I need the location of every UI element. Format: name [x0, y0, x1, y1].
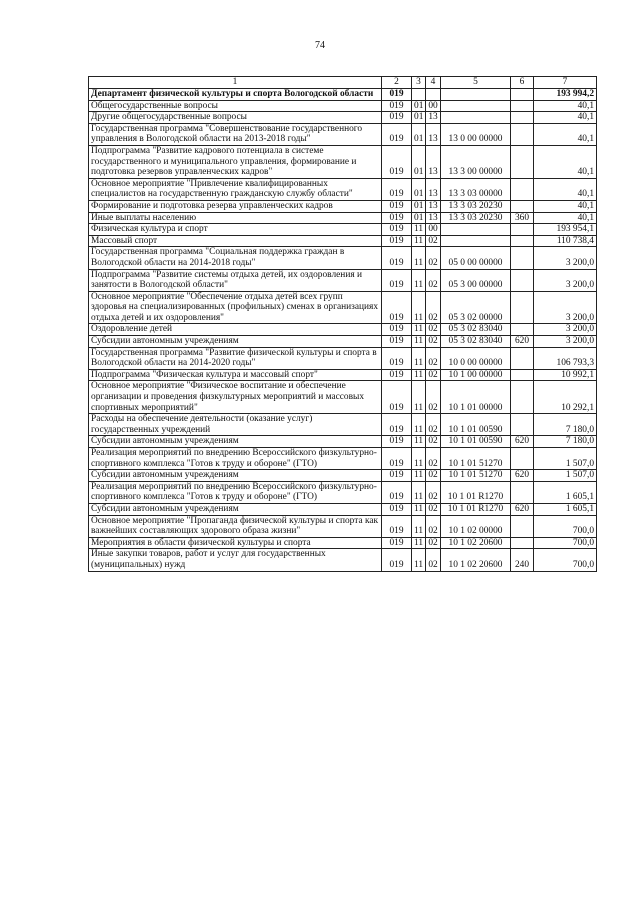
row-code-expense-type — [511, 112, 534, 124]
row-name: Основное мероприятие "Обеспечение отдыха детей всех групп здоровья на специализированных (профильных) сменах в организациях отдыха детей и их оздоровления" — [89, 291, 382, 324]
row-code-grbs: 019 — [382, 291, 412, 324]
row-amount: 3 200,0 — [534, 324, 597, 336]
table-row — [89, 414, 597, 436]
row-code-target: 10 1 00 00000 — [441, 369, 511, 381]
header-col-4: 4 — [426, 77, 441, 89]
row-code-subsection: 02 — [426, 336, 441, 348]
table-header — [89, 77, 597, 89]
header-col-2: 2 — [382, 77, 412, 89]
table-row — [89, 178, 597, 200]
row-code-subsection: 02 — [426, 515, 441, 537]
row-code-subsection: 02 — [426, 369, 441, 381]
row-amount: 3 200,0 — [534, 269, 597, 291]
page-number: 74 — [315, 40, 325, 51]
table-row — [89, 112, 597, 124]
row-code-target: 10 1 02 00000 — [441, 515, 511, 537]
row-amount: 193 994,2 — [534, 89, 597, 101]
row-amount: 40,1 — [534, 200, 597, 212]
row-code-section: 11 — [412, 436, 426, 448]
row-code-target: 10 1 01 00000 — [441, 381, 511, 414]
header-col-7: 7 — [534, 77, 597, 89]
row-code-expense-type — [511, 178, 534, 200]
row-code-grbs: 019 — [382, 537, 412, 549]
row-code-section: 11 — [412, 269, 426, 291]
header-row — [89, 77, 597, 89]
row-name: Основное мероприятие "Привлечение квалифицированных специалистов на государственную гражданскую службу области" — [89, 178, 382, 200]
row-code-grbs: 019 — [382, 324, 412, 336]
row-code-grbs: 019 — [382, 200, 412, 212]
row-name: Государственная программа "Совершенствование государственного управления в Вологодской области на 2013-2018 годы" — [89, 123, 382, 145]
row-code-target: 10 1 02 20600 — [441, 537, 511, 549]
row-amount: 10 292,1 — [534, 381, 597, 414]
table-row — [89, 537, 597, 549]
row-code-subsection: 13 — [426, 178, 441, 200]
row-code-subsection: 02 — [426, 448, 441, 470]
row-code-section: 01 — [412, 200, 426, 212]
row-code-section: 11 — [412, 224, 426, 236]
budget-table — [88, 76, 597, 572]
table-row — [89, 291, 597, 324]
row-code-target: 10 1 02 20600 — [441, 549, 511, 571]
row-code-expense-type: 620 — [511, 436, 534, 448]
table-row — [89, 347, 597, 369]
row-amount: 3 200,0 — [534, 336, 597, 348]
table-row — [89, 515, 597, 537]
row-code-expense-type: 240 — [511, 549, 534, 571]
row-code-subsection: 02 — [426, 324, 441, 336]
row-code-section: 01 — [412, 178, 426, 200]
table-row — [89, 448, 597, 470]
row-amount: 40,1 — [534, 212, 597, 224]
row-code-section: 11 — [412, 481, 426, 503]
row-name: Физическая культура и спорт — [89, 224, 382, 236]
row-code-section: 11 — [412, 347, 426, 369]
table-row — [89, 481, 597, 503]
row-code-expense-type: 620 — [511, 336, 534, 348]
row-code-expense-type — [511, 414, 534, 436]
row-name: Основное мероприятие "Физическое воспитание и обеспечение организации и проведения физкультурных мероприятий и массовых спортивных мероприятий" — [89, 381, 382, 414]
row-code-grbs: 019 — [382, 336, 412, 348]
row-code-expense-type — [511, 224, 534, 236]
row-code-target — [441, 112, 511, 124]
table-row — [89, 235, 597, 247]
row-name: Оздоровление детей — [89, 324, 382, 336]
row-amount: 40,1 — [534, 178, 597, 200]
table-body — [89, 89, 597, 572]
row-code-expense-type — [511, 89, 534, 101]
row-code-section: 11 — [412, 448, 426, 470]
row-name: Мероприятия в области физической культуры и спорта — [89, 537, 382, 549]
row-code-target — [441, 235, 511, 247]
row-code-expense-type — [511, 291, 534, 324]
row-code-subsection: 00 — [426, 224, 441, 236]
row-code-grbs: 019 — [382, 235, 412, 247]
row-code-grbs: 019 — [382, 515, 412, 537]
row-name: Государственная программа "Развитие физической культуры и спорта в Вологодской области на 2014-2020 годы" — [89, 347, 382, 369]
row-name: Субсидии автономным учреждениям — [89, 503, 382, 515]
header-col-6: 6 — [511, 77, 534, 89]
row-code-subsection: 02 — [426, 235, 441, 247]
row-code-subsection: 02 — [426, 347, 441, 369]
row-code-section: 11 — [412, 414, 426, 436]
row-name: Реализация мероприятий по внедрению Всероссийского физкультурно-спортивного комплекса "Готов к труду и обороне" (ГТО) — [89, 448, 382, 470]
row-code-target: 10 1 01 00590 — [441, 436, 511, 448]
row-amount: 106 793,3 — [534, 347, 597, 369]
row-code-grbs: 019 — [382, 224, 412, 236]
row-amount: 40,1 — [534, 123, 597, 145]
row-code-grbs: 019 — [382, 145, 412, 178]
row-code-subsection: 00 — [426, 100, 441, 112]
row-name: Государственная программа "Социальная поддержка граждан в Вологодской области на 2014-2018 годы" — [89, 247, 382, 269]
row-code-subsection: 02 — [426, 381, 441, 414]
row-code-target: 13 3 03 20230 — [441, 212, 511, 224]
row-code-section: 11 — [412, 537, 426, 549]
row-code-expense-type — [511, 481, 534, 503]
row-code-grbs: 019 — [382, 212, 412, 224]
row-code-section: 11 — [412, 503, 426, 515]
row-code-grbs: 019 — [382, 112, 412, 124]
row-code-target: 05 3 02 83040 — [441, 324, 511, 336]
row-code-target — [441, 224, 511, 236]
row-code-subsection: 02 — [426, 247, 441, 269]
row-code-section: 11 — [412, 369, 426, 381]
header-col-1: 1 — [89, 77, 382, 89]
row-name: Реализация мероприятий по внедрению Всероссийского физкультурно-спортивного комплекса "Готов к труду и обороне" (ГТО) — [89, 481, 382, 503]
row-code-grbs: 019 — [382, 448, 412, 470]
row-code-target: 13 3 03 00000 — [441, 178, 511, 200]
row-code-expense-type — [511, 347, 534, 369]
table-row — [89, 212, 597, 224]
row-amount: 40,1 — [534, 100, 597, 112]
table-row — [89, 224, 597, 236]
row-code-target: 10 1 01 51270 — [441, 448, 511, 470]
row-code-subsection: 02 — [426, 269, 441, 291]
row-name: Общегосударственные вопросы — [89, 100, 382, 112]
table-row — [89, 503, 597, 515]
row-code-subsection: 02 — [426, 549, 441, 571]
row-code-subsection: 02 — [426, 470, 441, 482]
row-code-section: 11 — [412, 470, 426, 482]
row-code-expense-type: 360 — [511, 212, 534, 224]
row-code-subsection: 13 — [426, 212, 441, 224]
row-code-expense-type: 620 — [511, 503, 534, 515]
table-row — [89, 324, 597, 336]
row-code-grbs: 019 — [382, 503, 412, 515]
row-code-expense-type — [511, 515, 534, 537]
row-amount: 193 954,1 — [534, 224, 597, 236]
row-code-target: 05 3 02 00000 — [441, 291, 511, 324]
row-code-subsection: 02 — [426, 537, 441, 549]
row-code-grbs: 019 — [382, 414, 412, 436]
row-code-target — [441, 89, 511, 101]
row-code-section: 11 — [412, 549, 426, 571]
table-row — [89, 247, 597, 269]
row-code-target: 10 1 01 00590 — [441, 414, 511, 436]
row-name: Субсидии автономным учреждениям — [89, 470, 382, 482]
row-code-grbs: 019 — [382, 100, 412, 112]
row-code-subsection: 13 — [426, 123, 441, 145]
row-amount: 1 507,0 — [534, 448, 597, 470]
row-code-grbs: 019 — [382, 436, 412, 448]
row-name: Иные выплаты населению — [89, 212, 382, 224]
row-code-subsection — [426, 89, 441, 101]
row-code-subsection: 02 — [426, 291, 441, 324]
row-code-target: 10 1 01 51270 — [441, 470, 511, 482]
row-amount: 1 507,0 — [534, 470, 597, 482]
table-row — [89, 145, 597, 178]
row-code-subsection: 13 — [426, 145, 441, 178]
table-row — [89, 436, 597, 448]
row-code-section: 01 — [412, 212, 426, 224]
row-amount: 1 605,1 — [534, 481, 597, 503]
row-name: Расходы на обеспечение деятельности (оказание услуг) государственных учреждений — [89, 414, 382, 436]
row-code-expense-type — [511, 324, 534, 336]
table-row — [89, 269, 597, 291]
row-code-target: 05 0 00 00000 — [441, 247, 511, 269]
row-amount: 1 605,1 — [534, 503, 597, 515]
row-name: Субсидии автономным учреждениям — [89, 336, 382, 348]
row-name: Иные закупки товаров, работ и услуг для государственных (муниципальных) нужд — [89, 549, 382, 571]
row-name: Подпрограмма "Развитие кадрового потенциала в системе государственного и муниципального управления, формирование и подготовка резервов управленческих кадров" — [89, 145, 382, 178]
row-code-grbs: 019 — [382, 470, 412, 482]
row-amount: 40,1 — [534, 112, 597, 124]
row-code-section: 01 — [412, 145, 426, 178]
row-amount: 3 200,0 — [534, 247, 597, 269]
table-row — [89, 369, 597, 381]
row-code-expense-type — [511, 269, 534, 291]
row-code-expense-type — [511, 381, 534, 414]
header-col-3: 3 — [412, 77, 426, 89]
row-amount: 700,0 — [534, 515, 597, 537]
row-code-subsection: 13 — [426, 200, 441, 212]
table-row — [89, 549, 597, 571]
row-amount: 7 180,0 — [534, 436, 597, 448]
row-code-subsection: 02 — [426, 414, 441, 436]
row-code-section: 11 — [412, 291, 426, 324]
row-code-target: 13 3 03 20230 — [441, 200, 511, 212]
row-amount: 110 738,4 — [534, 235, 597, 247]
row-code-subsection: 02 — [426, 436, 441, 448]
row-code-target: 10 0 00 00000 — [441, 347, 511, 369]
row-amount: 7 180,0 — [534, 414, 597, 436]
row-code-grbs: 019 — [382, 369, 412, 381]
row-code-target: 05 3 00 00000 — [441, 269, 511, 291]
row-code-section: 11 — [412, 324, 426, 336]
row-code-grbs: 019 — [382, 269, 412, 291]
row-name: Формирование и подготовка резерва управленческих кадров — [89, 200, 382, 212]
row-code-expense-type — [511, 235, 534, 247]
row-code-grbs: 019 — [382, 347, 412, 369]
row-code-target: 05 3 02 83040 — [441, 336, 511, 348]
row-code-section: 11 — [412, 336, 426, 348]
row-amount: 10 992,1 — [534, 369, 597, 381]
row-name: Другие общегосударственные вопросы — [89, 112, 382, 124]
row-code-expense-type — [511, 123, 534, 145]
row-code-grbs: 019 — [382, 123, 412, 145]
row-code-expense-type — [511, 537, 534, 549]
table-row — [89, 336, 597, 348]
row-code-expense-type — [511, 145, 534, 178]
row-code-target: 10 1 01 R1270 — [441, 481, 511, 503]
row-code-expense-type — [511, 369, 534, 381]
row-code-section: 01 — [412, 123, 426, 145]
header-col-5: 5 — [441, 77, 511, 89]
row-code-subsection: 13 — [426, 112, 441, 124]
row-code-expense-type — [511, 247, 534, 269]
row-name: Массовый спорт — [89, 235, 382, 247]
row-code-section: 11 — [412, 515, 426, 537]
row-code-subsection: 02 — [426, 481, 441, 503]
row-code-expense-type — [511, 100, 534, 112]
row-name: Подпрограмма "Физическая культура и массовый спорт" — [89, 369, 382, 381]
row-amount: 3 200,0 — [534, 291, 597, 324]
row-code-section: 01 — [412, 100, 426, 112]
row-code-grbs: 019 — [382, 549, 412, 571]
row-code-subsection: 02 — [426, 503, 441, 515]
row-amount: 700,0 — [534, 549, 597, 571]
row-amount: 700,0 — [534, 537, 597, 549]
row-code-grbs: 019 — [382, 481, 412, 503]
table-row — [89, 123, 597, 145]
row-code-grbs: 019 — [382, 89, 412, 101]
table-row — [89, 381, 597, 414]
row-name: Основное мероприятие "Пропаганда физической культуры и спорта как важнейших составляющих здорового образа жизни" — [89, 515, 382, 537]
table-row — [89, 470, 597, 482]
row-code-target: 10 1 01 R1270 — [441, 503, 511, 515]
table-row — [89, 200, 597, 212]
table-row — [89, 89, 597, 101]
row-code-expense-type: 620 — [511, 470, 534, 482]
row-code-grbs: 019 — [382, 178, 412, 200]
row-code-target — [441, 100, 511, 112]
row-code-expense-type — [511, 448, 534, 470]
row-name: Департамент физической культуры и спорта Вологодской области — [89, 89, 382, 101]
row-code-section: 11 — [412, 247, 426, 269]
table-row — [89, 100, 597, 112]
row-code-section — [412, 89, 426, 101]
row-code-expense-type — [511, 200, 534, 212]
row-name: Субсидии автономным учреждениям — [89, 436, 382, 448]
row-code-section: 11 — [412, 381, 426, 414]
row-code-grbs: 019 — [382, 381, 412, 414]
row-code-section: 11 — [412, 235, 426, 247]
row-code-grbs: 019 — [382, 247, 412, 269]
row-name: Подпрограмма "Развитие системы отдыха детей, их оздоровления и занятости в Вологодской области" — [89, 269, 382, 291]
row-code-target: 13 0 00 00000 — [441, 123, 511, 145]
row-code-target: 13 3 00 00000 — [441, 145, 511, 178]
row-code-section: 01 — [412, 112, 426, 124]
row-amount: 40,1 — [534, 145, 597, 178]
